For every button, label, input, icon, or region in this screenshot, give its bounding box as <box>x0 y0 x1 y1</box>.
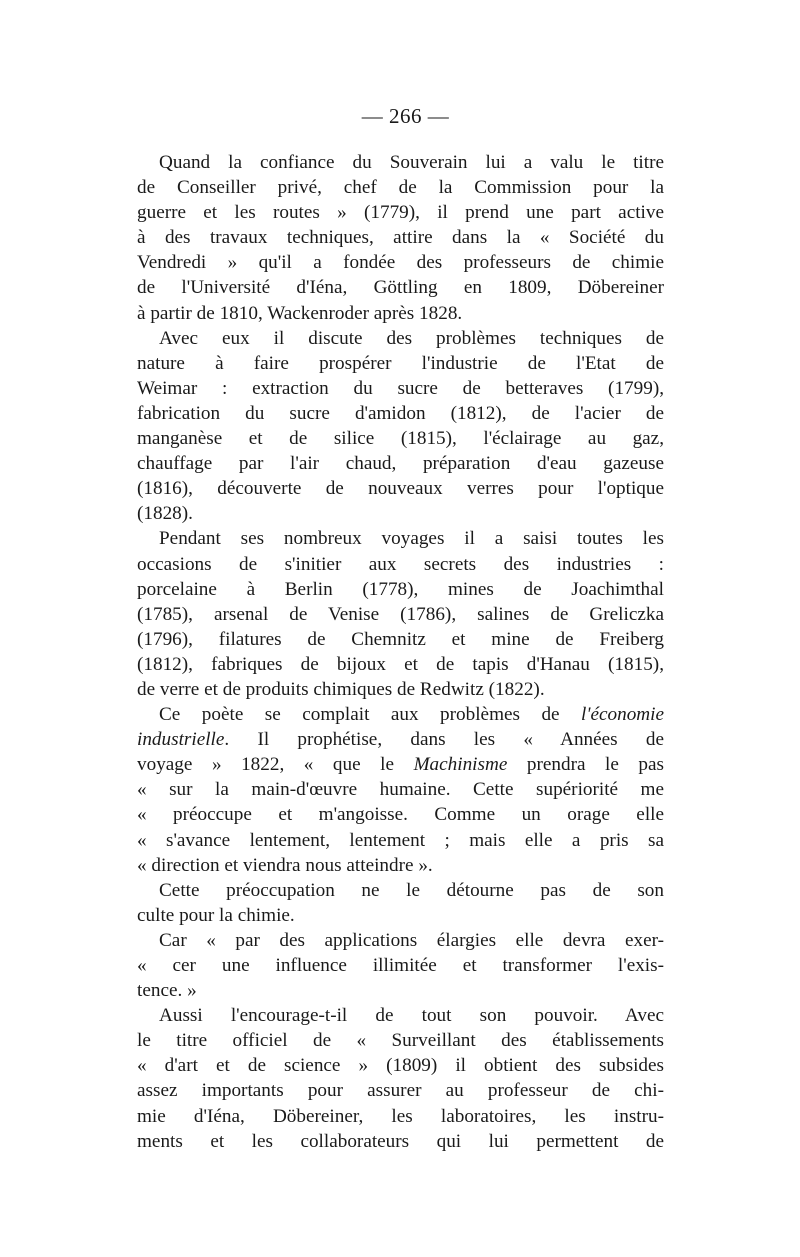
text-line: Pendant ses nombreux voyages il a saisi toutes les <box>159 528 664 550</box>
paragraph-2 <box>137 326 664 527</box>
text-line: (1812), fabriques de bijoux et de tapis d'Hanau (1815), <box>137 653 664 675</box>
paragraph-1 <box>137 150 664 326</box>
page-number: — 266 — <box>361 104 450 128</box>
text-line <box>137 702 664 727</box>
text-line: « cer une influence illimitée et transformer l'exis- <box>137 955 664 976</box>
text-line: assez importants pour assurer au professeur de chi- <box>137 1080 664 1102</box>
text-segment: Ce poète se complait aux problèmes de <box>159 704 582 726</box>
text-line: culte pour la chimie. <box>137 904 295 926</box>
text-segment: prendra le pas <box>507 754 664 776</box>
text-line: Car « par des applications élargies elle devra exer- <box>159 929 664 951</box>
text-line <box>137 727 664 752</box>
text-line: nature à faire prospérer l'industrie de l'Etat de <box>137 352 664 374</box>
text-line: « direction et viendra nous atteindre ». <box>137 854 433 876</box>
text-line: tence. » <box>137 980 197 1002</box>
text-segment: voyage » 1822, « que le <box>137 754 414 776</box>
text-line: (1785), arsenal de Venise (1786), salines de Greliczka <box>137 603 664 625</box>
italic-term: l'économie <box>581 704 664 726</box>
text-line: « d'art et de science » (1809) il obtient des subsides <box>137 1055 664 1077</box>
text-line: porcelaine à Berlin (1778), mines de Joachimthal <box>137 578 664 600</box>
text-line: de l'Université d'Iéna, Göttling en 1809, Döbereiner <box>137 277 664 299</box>
text-line: (1816), découverte de nouveaux verres pour l'optique <box>137 478 664 500</box>
paragraph-6 <box>137 928 664 1003</box>
text-line: Avec eux il discute des problèmes techniques de <box>159 327 664 349</box>
text-segment: . Il prophétise, dans les « Années de <box>224 729 664 751</box>
paragraph-4 <box>137 702 664 878</box>
text-line: occasions de s'initier aux secrets des industries : <box>137 553 664 575</box>
text-line: fabrication du sucre d'amidon (1812), de l'acier de <box>137 402 664 424</box>
text-line: Vendredi » qu'il a fondée des professeurs de chimie <box>137 252 664 274</box>
paragraph-7 <box>137 1003 664 1154</box>
text-line: « s'avance lentement, lentement ; mais elle a pris sa <box>137 829 664 851</box>
text-line: le titre officiel de « Surveillant des établissements <box>137 1030 664 1052</box>
paragraph-3 <box>137 526 664 702</box>
text-line: Cette préoccupation ne le détourne pas de son <box>159 879 664 901</box>
text-line: chauffage par l'air chaud, préparation d'eau gazeuse <box>137 453 664 475</box>
text-line: « préoccupe et m'angoisse. Comme un orage elle <box>137 804 664 826</box>
text-line: « sur la main-d'œuvre humaine. Cette supériorité me <box>137 779 664 801</box>
text-line: Quand la confiance du Souverain lui a valu le titre <box>159 152 664 173</box>
text-line: (1828). <box>137 503 193 525</box>
text-line: à partir de 1810, Wackenroder après 1828. <box>137 302 463 324</box>
text-line <box>137 752 664 777</box>
text-line: à des travaux techniques, attire dans la « Société du <box>137 227 664 249</box>
text-line: manganèse et de silice (1815), l'éclairage au gaz, <box>137 428 664 450</box>
book-page <box>137 96 664 1154</box>
text-line: de verre et de produits chimiques de Redwitz (1822). <box>137 678 545 700</box>
text-line: de Conseiller privé, chef de la Commission pour la <box>137 177 664 199</box>
text-line: guerre et les routes » (1779), il prend une part active <box>137 202 664 224</box>
text-line: ments et les collaborateurs qui lui permettent de <box>137 1130 664 1152</box>
text-line: Weimar : extraction du sucre de betteraves (1799), <box>137 377 664 399</box>
text-line: Aussi l'encourage-t-il de tout son pouvoir. Avec <box>159 1005 664 1027</box>
italic-term: Machinisme <box>413 754 508 776</box>
italic-term: industrielle <box>137 729 225 751</box>
paragraph-5 <box>137 878 664 928</box>
text-line: mie d'Iéna, Döbereiner, les laboratoires, les instru- <box>137 1105 664 1127</box>
text-line: (1796), filatures de Chemnitz et mine de Freiberg <box>137 628 664 650</box>
